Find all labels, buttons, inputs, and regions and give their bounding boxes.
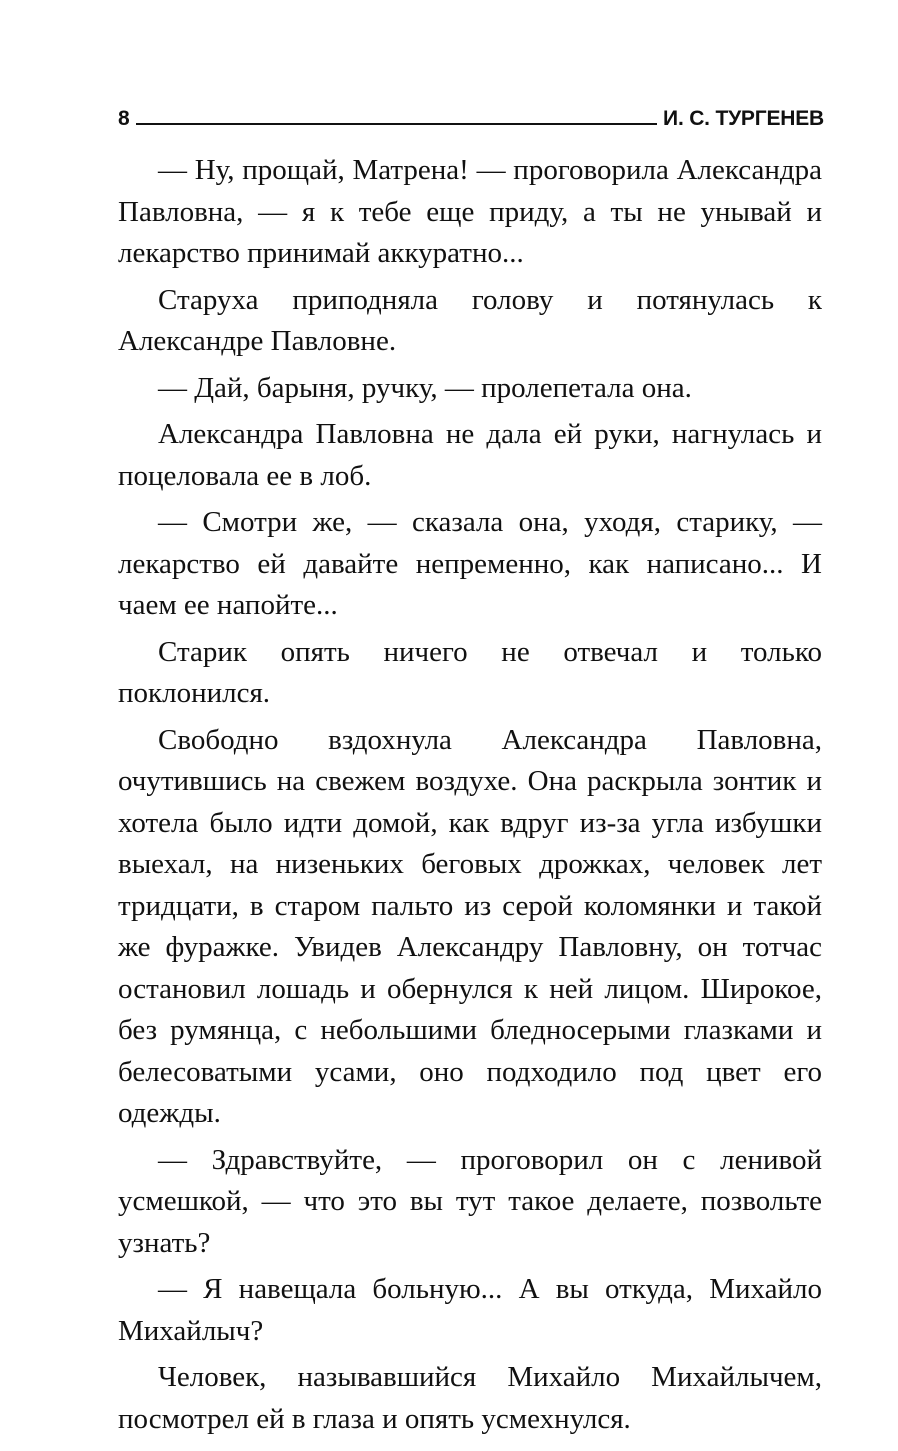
paragraph: Александра Павловна не дала ей руки, нагнулась и поцеловала ее в лоб.: [118, 418, 822, 492]
paragraph: Свободно вздохнула Александра Павловна, очутившись на свежем воздухе. Она раскрыла зонтик и хотела было идти домой, как вдруг из-за угла избушки выехал, на низеньких беговых дрожках, человек лет тридцати, в старом пальто из серой коломянки и такой же фуражке. Увидев Александру Павловну, он тотчас остановил лошадь и обернулся к ней лицом. Широкое, без румянца, с небольшими бледносерыми глазками и белесоватыми усами, оно подходило под цвет его одежды.: [118, 723, 822, 1129]
paragraph: Человек, называвшийся Михайло Михайлычем, посмотрел ей в глаза и опять усмехнулся.: [118, 1361, 822, 1435]
page-number: 8: [118, 107, 130, 130]
paragraph: — Смотри же, — сказала она, уходя, старику, — лекарство ей давайте непременно, как написано... И чаем ее напойте...: [118, 506, 822, 621]
header-rule: [136, 123, 657, 125]
page-header: [118, 100, 824, 130]
paragraph: — Дай, барыня, ручку, — пролепетала она.: [158, 371, 692, 404]
paragraph: — Я навещала больную... А вы откуда, Михайло Михайлыч?: [118, 1273, 822, 1347]
running-head: И. С. ТУРГЕНЕВ: [663, 107, 824, 130]
paragraph: — Здравствуйте, — проговорил он с ленивой усмешкой, — что это вы тут такое делаете, позвольте узнать?: [118, 1143, 822, 1259]
page-body: [118, 150, 822, 1445]
paragraph: — Ну, прощай, Матрена! — проговорила Александра Павловна, — я к тебе еще приду, а ты не унывай и лекарство принимай аккуратно...: [118, 154, 822, 269]
paragraph: Старуха приподняла голову и потянулась к Александре Павловне.: [118, 283, 822, 357]
paragraph: Старик опять ничего не отвечал и только поклонился.: [118, 635, 822, 709]
